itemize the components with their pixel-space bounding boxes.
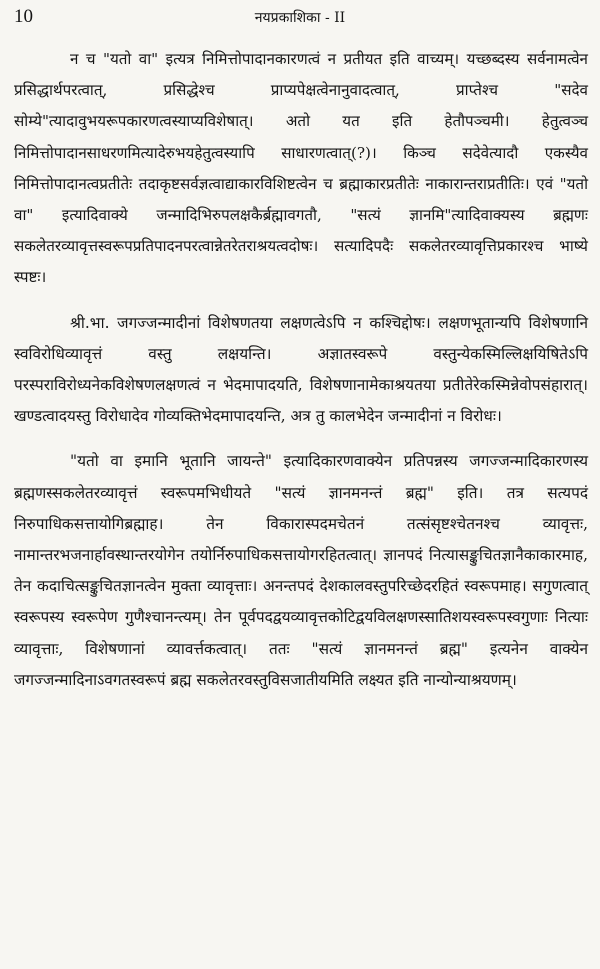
page-header (0, 4, 600, 30)
paragraph-explanation: "यतो वा इमानि भूतानि जायन्ते" इत्यादिकारणवाक्येन प्रतिपन्नस्य जगज्जन्मादिकारणस्य ब्रह्मणस्सकलेतरव्यावृत्तं स्वरूपमभिधीयते "सत्यं ज्ञानमनन्तं ब्रह्म" इति। तत्र सत्यपदं निरुपाधिकसत्तायोगिब्रह्माह। तेन विकारास्पदमचेतनं तत्संसृष्टश्चेतनश्च व्यावृत्तः, नामान्तरभजनार्हावस्थान्तरयोगेन तयोर्निरुपाधिकसत्तायोगरहितत्वात्। ज्ञानपदं नित्यासङ्कुचितज्ञानैकाकारमाह, तेन कदाचित्सङ्कुचितज्ञानत्वेन मुक्ता व्यावृत्ताः। अनन्तपदं देशकालवस्तुपरिच्छेदरहितं स्वरूपमाह। सगुणत्वात् स्वरूपस्य स्वरूपेण गुणैश्चानन्त्यम्। तेन पूर्वपदद्वयव्यावृत्तकोटिद्वयविलक्षणस्सातिशयस्वरूपस्वगुणाः नित्याः व्यावृत्ताः, विशेषणानां व्यावर्त्तकत्वात्। ततः "सत्यं ज्ञानमनन्तं ब्रह्म" इत्यनेन वाक्येन जगज्जन्मादिनाऽवगतस्वरूपं ब्रह्म सकलेतरवस्तुविसजातीयमिति लक्ष्यत इति नान्योन्याश्रयणम्। (14, 452, 588, 689)
paragraph-commentary: न च "यतो वा" इत्यत्र निमित्तोपादानकारणत्वं न प्रतीयत इति वाच्यम्। यच्छब्दस्य सर्वनामत्वेन प्रसिद्धार्थपरत्वात्, प्रसिद्धेश्च प्राप्यपेक्षत्वेनानुवादत्वात्, प्राप्तेश्च "सदेव सोम्ये"त्यादावुभयरूपकारणत्वस्याप्यविशेषात्। अतो यत इति हेतौपञ्चमी। हेतुत्वञ्च निमित्तोपादानसाधरणमित्यादेरुभयहेतुत्वस्यापि साधारणत्वात्(?)। किञ्च सदेवेत्यादौ एकस्यैव निमित्तोपादानत्वप्रतीतेः तदाकृष्टसर्वज्ञत्वाद्याकारविशिष्टत्वेन च ब्रह्माकारप्रतीतेः नाकारान्तराप्रतीतिः। एवं "यतो वा" इत्यादिवाक्ये जन्मादिभिरुपलक्षकैर्ब्रह्मावगतौ, "सत्यं ज्ञानमि"त्यादिवाक्यस्य ब्रह्मणः सकलेतरव्यावृत्तस्वरूपप्रतिपादनपरत्वान्नेतरेतराश्रयत्वदोषः। सत्यादिपदैः सकलेतरव्यावृत्तिप्रकारश्च भाष्ये स्पष्टः। (14, 50, 588, 287)
paragraph-sribhashya: श्री.भा. जगज्जन्मादीनां विशेषणतया लक्षणत्वेऽपि न कश्चिद्दोषः। लक्षणभूतान्यपि विशेषणानि स्वविरोधिव्यावृत्तं वस्तु लक्षयन्ति। अज्ञातस्वरूपे वस्तुन्येकस्मिल्लिक्षयिषितेऽपि परस्पराविरोध्यनेकविशेषणलक्षणत्वं न भेदमापादयति, विशेषणानामेकाश्रयतया प्रतीतेरेकस्मिन्नेवोपसंहारात्। खण्डत्वादयस्तु विरोधादेव गोव्यक्तिभेदमापादयन्ति, अत्र तु कालभेदेन जन्मादीनां न विरोधः। (14, 313, 588, 426)
running-head: नयप्रकाशिका - II (254, 10, 346, 26)
page-number: 10 (14, 6, 33, 27)
body-text (14, 44, 588, 696)
